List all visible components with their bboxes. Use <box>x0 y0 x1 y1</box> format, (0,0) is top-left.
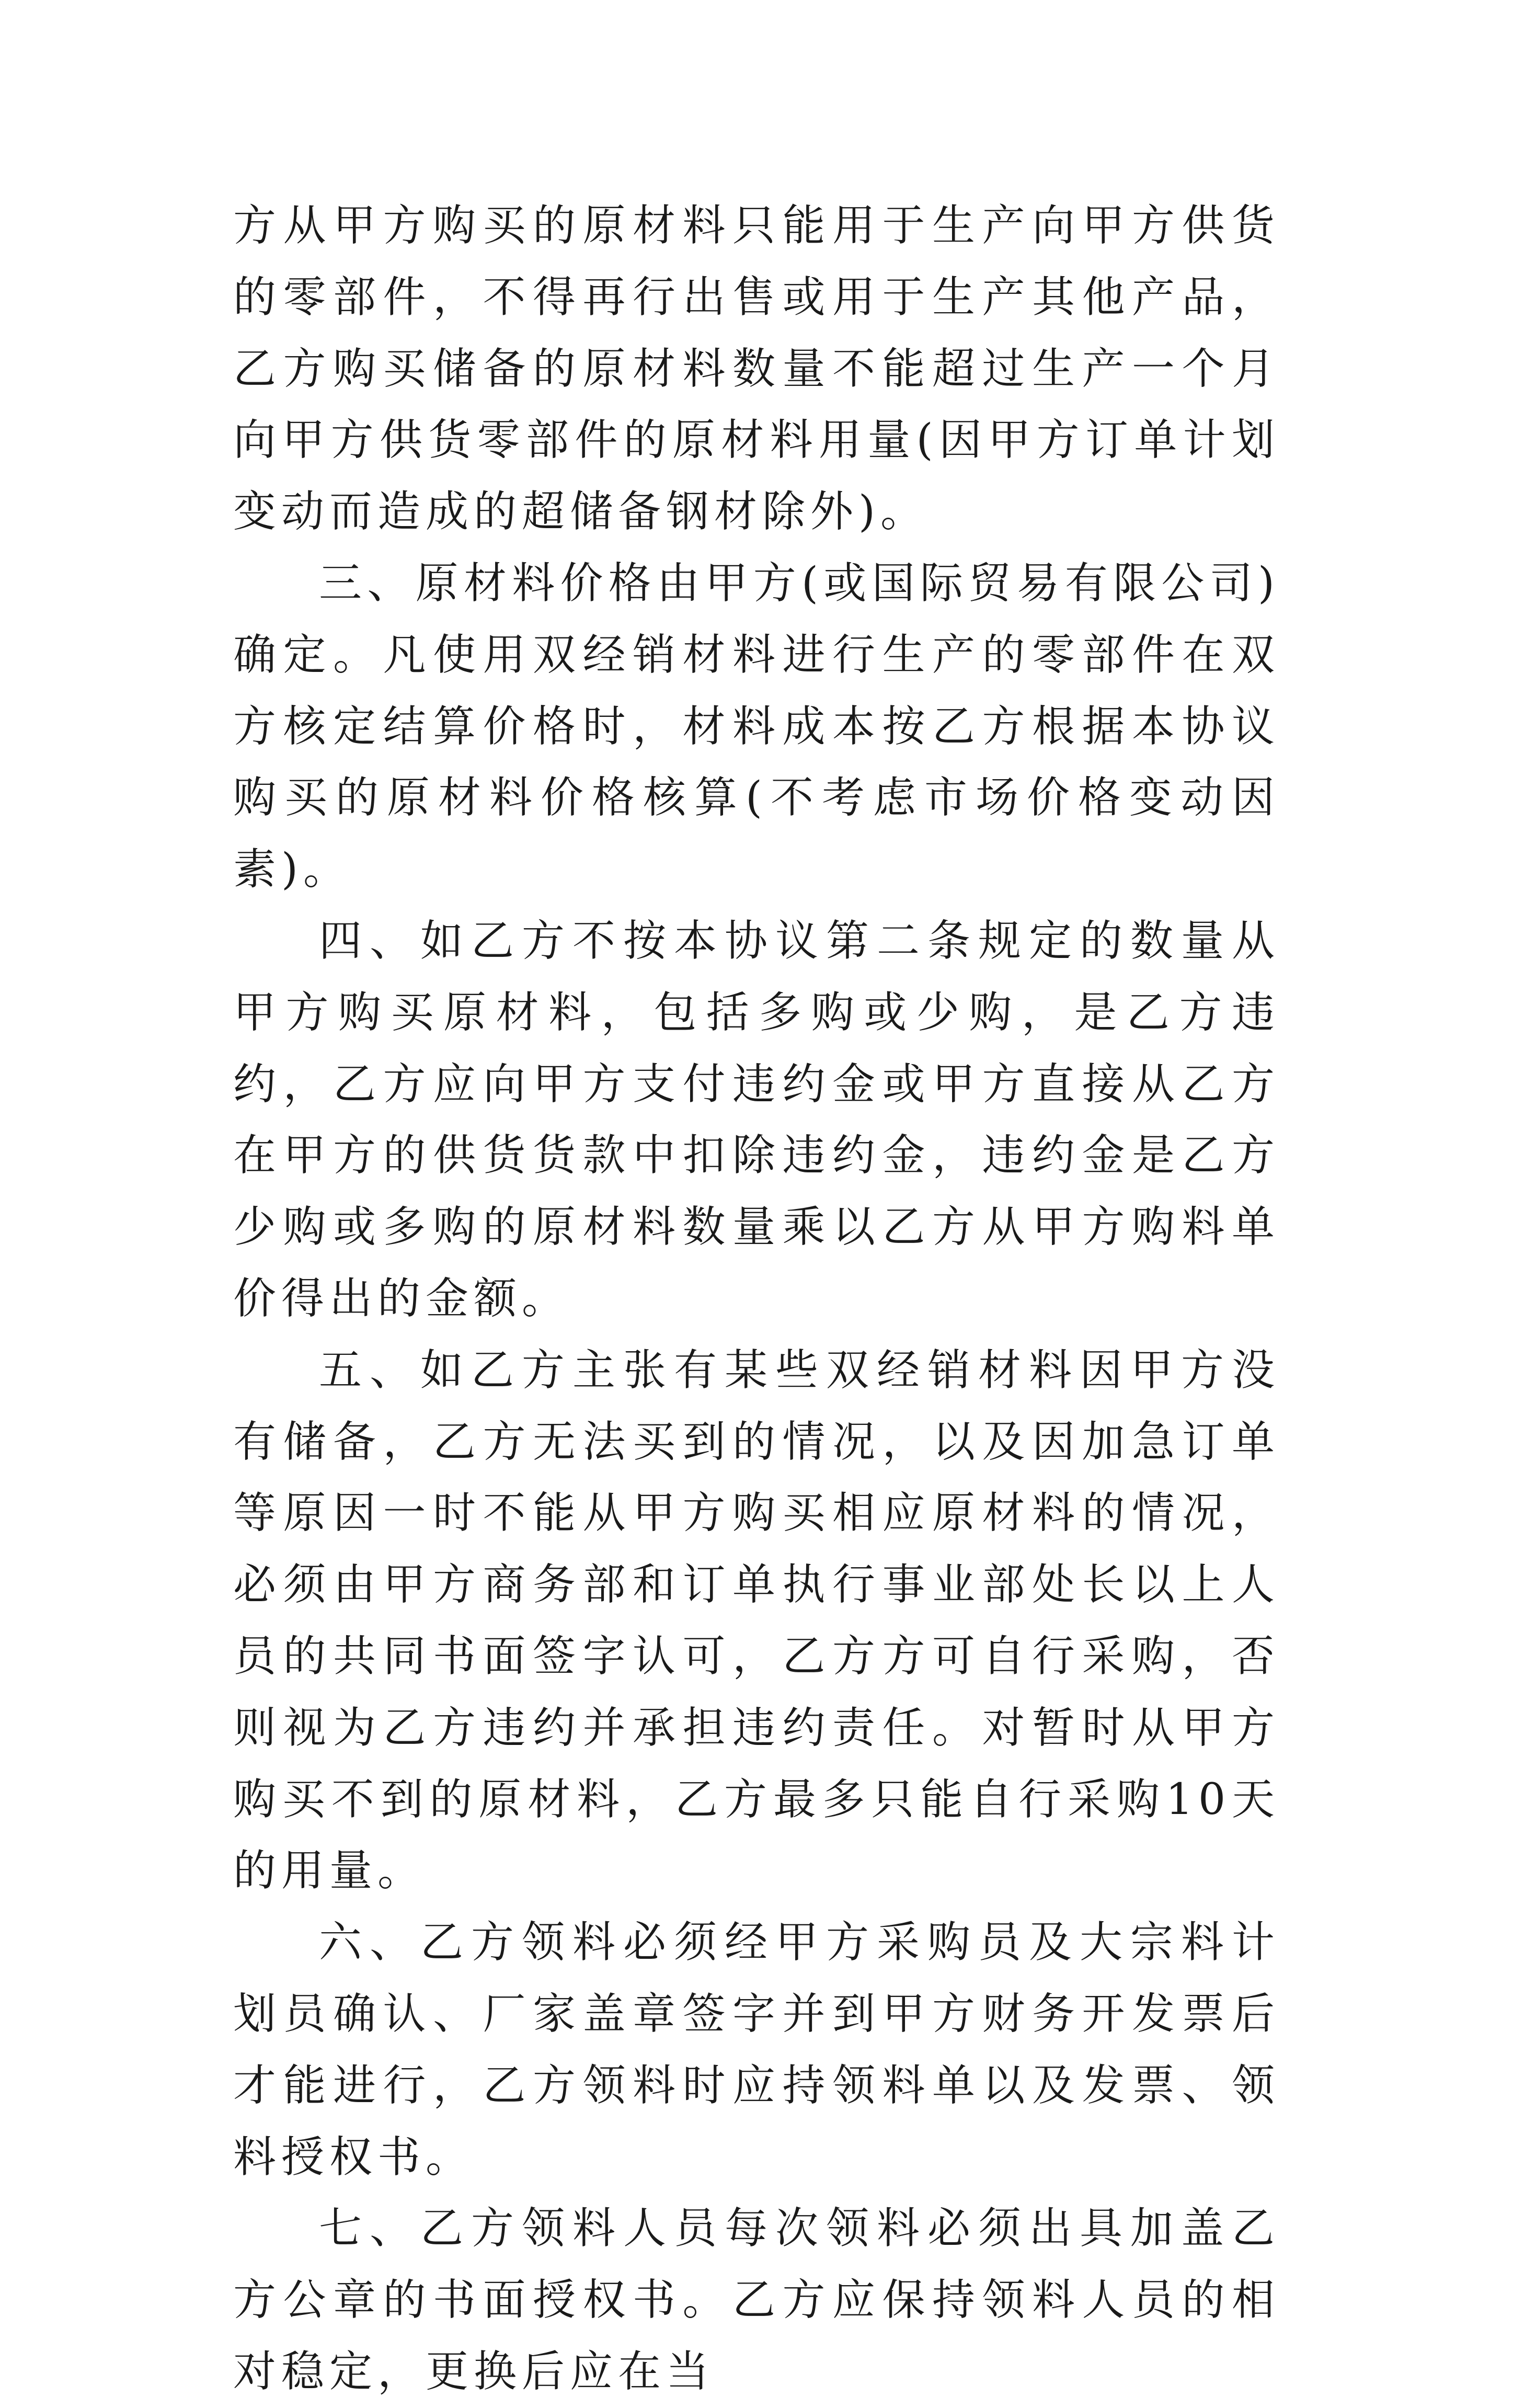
paragraph-clause-5: 五、如乙方主张有某些双经销材料因甲方没有储备，乙方无法买到的情况，以及因加急订单等原因一时不能从甲方购买相应原材料的情况，必须由甲方商务部和订单执行事业部处长以上人员的共同书面签字认可，乙方方可自行采购，否则视为乙方违约并承担违约责任。对暂时从甲方购买不到的原材料，乙方最多只能自行采购10天的用量。 <box>233 1345 1280 1896</box>
document-body <box>233 190 1280 2408</box>
paragraph-clause-6: 六、乙方领料必须经甲方采购员及大宗料计划员确认、厂家盖章签字并到甲方财务开发票后才能进行，乙方领料时应持领料单以及发票、领料授权书。 <box>233 1918 1280 2182</box>
paragraph-clause-3: 三、原材料价格由甲方(或国际贸易有限公司)确定。凡使用双经销材料进行生产的零部件在双方核定结算价格时，材料成本按乙方根据本协议购买的原材料价格核算(不考虑市场价格变动因素)。 <box>233 558 1280 895</box>
paragraph-continuation: 方从甲方购买的原材料只能用于生产向甲方供货的零部件，不得再行出售或用于生产其他产品，乙方购买储备的原材料数量不能超过生产一个月向甲方供货零部件的原材料用量(因甲方订单计划变动而造成的超储备钢材除外)。 <box>233 201 1280 537</box>
paragraph-clause-4: 四、如乙方不按本协议第二条规定的数量从甲方购买原材料，包括多购或少购，是乙方违约，乙方应向甲方支付违约金或甲方直接从乙方在甲方的供货货款中扣除违约金，违约金是乙方少购或多购的原材料数量乘以乙方从甲方购料单价得出的金额。 <box>233 916 1280 1323</box>
paragraph-clause-7: 七、乙方领料人员每次领料必须出具加盖乙方公章的书面授权书。乙方应保持领料人员的相对稳定，更换后应在当 <box>233 2204 1280 2396</box>
